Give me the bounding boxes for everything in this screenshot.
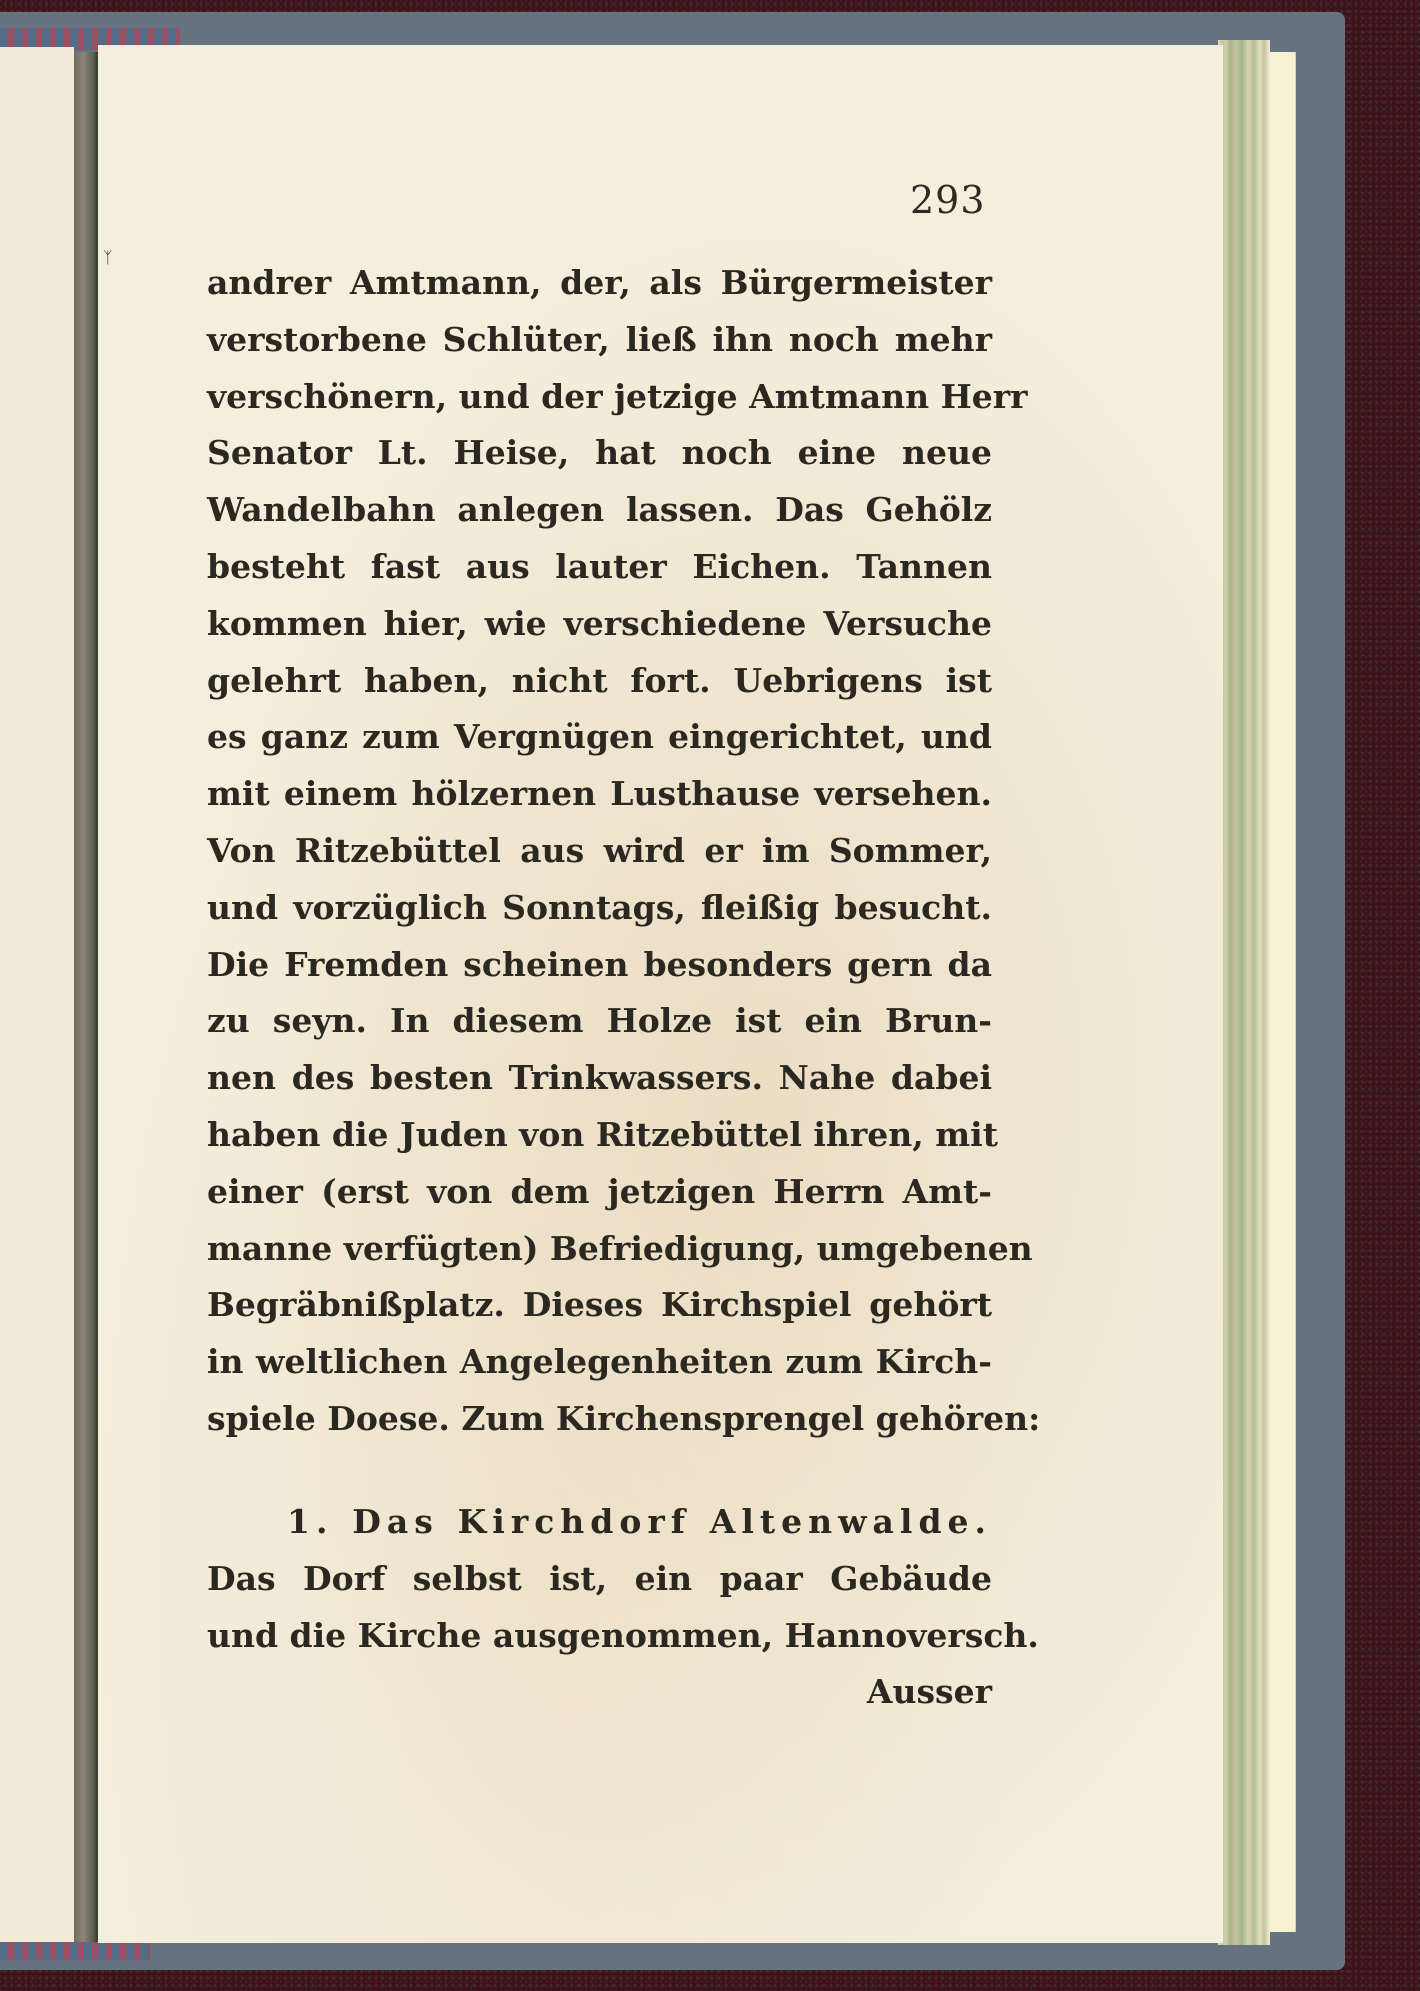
page-number: 293 bbox=[910, 178, 986, 222]
text-line: Die Fremden scheinen besonders gern da bbox=[207, 944, 992, 984]
cover-torn-edge-bottom bbox=[0, 1942, 150, 1960]
text-line: es ganz zum Vergnügen eingerichtet, und bbox=[207, 717, 992, 757]
book-gutter bbox=[74, 52, 98, 1942]
section-altenwalde bbox=[207, 1494, 1039, 1721]
text-line: kommen hier, wie verschiedene Versuche bbox=[207, 603, 992, 643]
text-line: einer (erst von dem jetzigen Herrn Amt- bbox=[207, 1171, 992, 1211]
text-line: andrer Amtmann, der, als Bürgermeister bbox=[207, 263, 992, 302]
text-line: und die Kirche ausgenommen, Hannoversch. bbox=[207, 1615, 1039, 1655]
text-line: haben die Juden von Ritzebüttel ihren, mit bbox=[207, 1114, 998, 1154]
endpaper-edge bbox=[1270, 52, 1296, 1932]
text-line: Begräbnißplatz. Dieses Kirchspiel gehört bbox=[207, 1285, 992, 1325]
text-line: verstorbene Schlüter, ließ ihn noch mehr bbox=[207, 319, 992, 359]
previous-page-edge bbox=[0, 47, 74, 1942]
catchword: Ausser bbox=[866, 1672, 992, 1712]
text-line: Von Ritzebüttel aus wird er im Sommer, bbox=[207, 830, 992, 870]
page-fore-edge bbox=[1218, 40, 1270, 1945]
text-line: besteht fast aus lauter Eichen. Tannen bbox=[207, 546, 992, 586]
text-line: und vorzüglich Sonntags, fleißig besucht. bbox=[207, 887, 992, 927]
text-line: gelehrt haben, nicht fort. Uebrigens ist bbox=[207, 660, 992, 700]
body-text bbox=[207, 255, 1041, 1448]
text-line: zu seyn. In diesem Holze ist ein Brun- bbox=[207, 1001, 992, 1041]
text-line: nen des besten Trinkwassers. Nahe dabei bbox=[207, 1058, 992, 1098]
text-line: verschönern, und der jetzige Amtmann Herr bbox=[207, 376, 1028, 416]
text-line: Wandelbahn anlegen lassen. Das Gehölz bbox=[207, 490, 992, 530]
margin-mark: ᛉ bbox=[103, 248, 113, 267]
text-line: Senator Lt. Heise, hat noch eine neue bbox=[207, 433, 992, 473]
text-line: manne verfügten) Befriedigung, umgebenen bbox=[207, 1228, 1033, 1268]
text-line: Das Dorf selbst ist, ein paar Gebäude bbox=[207, 1558, 992, 1598]
section-heading: 1. Das Kirchdorf Altenwalde. bbox=[287, 1502, 992, 1541]
text-line: mit einem hölzernen Lusthause versehen. bbox=[207, 774, 992, 814]
text-line: in weltlichen Angelegenheiten zum Kirch- bbox=[207, 1342, 992, 1382]
text-line: spiele Doese. Zum Kirchensprengel gehören: bbox=[207, 1398, 1041, 1438]
